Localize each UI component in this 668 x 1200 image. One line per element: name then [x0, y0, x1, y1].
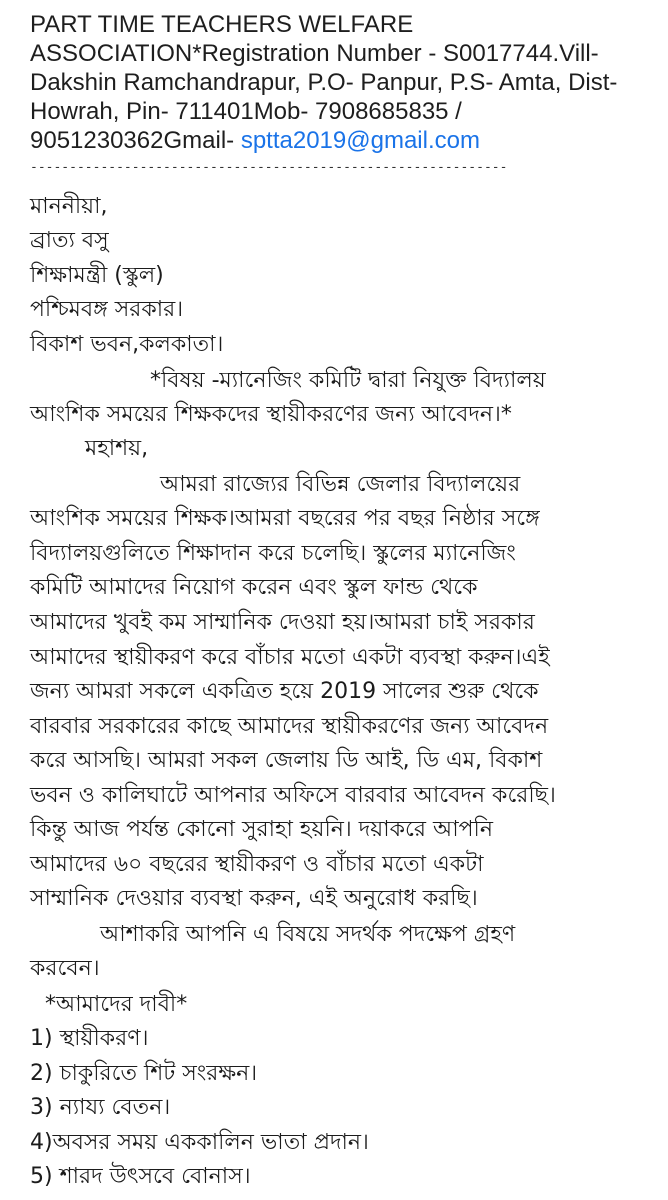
letterhead-line: ASSOCIATION*Registration Number - S0017744.Vill- [30, 40, 599, 67]
body-line: ভবন ও কালিঘাটে আপনার অফিসে বারবার আবেদন করেছি। [30, 783, 556, 808]
phone-text: 9051230362Gmail- [30, 127, 241, 154]
body-line: আংশিক সময়ের শিক্ষক।আমরা বছরের পর বছর নিষ্ঠার সঙ্গে [30, 506, 540, 531]
recipient-title: শিক্ষামন্ত্রী (স্কুল) [30, 263, 164, 288]
body-line: কমিটি আমাদের নিয়োগ করেন এবং স্কুল ফান্ড থেকে [30, 575, 478, 600]
email-link[interactable]: sptta2019@gmail.com [240, 127, 480, 154]
demand-item: 4)অবসর সময় এককালিন ভাতা প্রদান। [30, 1130, 369, 1155]
demand-item: 2) চাকুরিতে শিট সংরক্ষন। [30, 1061, 258, 1086]
body-line: করে আসছি। আমরা সকল জেলায় ডি আই, ডি এম, বিকাশ [30, 748, 543, 773]
greeting: মহাশয়, [85, 436, 149, 461]
body-line: আমাদের ৬০ বছরের স্থায়ীকরণ ও বাঁচার মতো একটা [30, 852, 484, 877]
body-line: বারবার সরকারের কাছে আমাদের স্থায়ীকরণের জন্য আবেদন [30, 714, 549, 739]
body-line: বিদ্যালয়গুলিতে শিক্ষাদান করে চলেছি। স্কুলের ম্যানেজিং [30, 541, 516, 566]
letterhead-line: PART TIME TEACHERS WELFARE [30, 11, 414, 38]
body-line: জন্য আমরা সকলে একত্রিত হয়ে 2019 সালের শুরু থেকে [30, 679, 539, 704]
demand-item: 1) স্থায়ীকরণ। [30, 1026, 149, 1051]
demand-item: 5) শারদ উৎসবে বোনাস। [30, 1164, 251, 1189]
subject-line: *বিষয় -ম্যানেজিং কমিটি দ্বারা নিযুক্ত বিদ্যালয় [150, 368, 546, 393]
recipient-address: বিকাশ ভবন,কলকাতা। [30, 332, 224, 357]
demand-item: 3) ন্যায্য বেতন। [30, 1095, 171, 1120]
letterhead-line [30, 126, 650, 155]
demands-title: *আমাদের দাবী* [45, 992, 188, 1017]
closing-line: আশাকরি আপনি এ বিষয়ে সদর্থক পদক্ষেপ গ্রহণ [100, 922, 516, 947]
letterhead-line: Howrah, Pin- 711401Mob- 7908685835 / [30, 98, 462, 125]
recipient-name: ব্রাত্য বসু [30, 228, 109, 253]
letterhead [30, 10, 650, 155]
letterhead-line: Dakshin Ramchandrapur, P.O- Panpur, P.S- Amta, Dist- [30, 69, 618, 96]
subject-line: আংশিক সময়ের শিক্ষকদের স্থায়ীকরণের জন্য আবেদন।* [30, 402, 512, 427]
body-line: আমাদের স্থায়ীকরণ করে বাঁচার মতো একটা ব্যবস্থা করুন।এই [30, 645, 550, 670]
body-line: কিন্তু আজ পর্যন্ত কোনো সুরাহা হয়নি। দয়াকরে আপনি [30, 817, 493, 842]
salutation-line: মাননীয়া, [30, 194, 108, 219]
divider: ------------------------------------------------------------- [30, 160, 508, 175]
recipient-government: পশ্চিমবঙ্গ সরকার। [30, 297, 184, 322]
body-line: আমাদের খুবই কম সাম্মানিক দেওয়া হয়।আমরা চাই সরকার [30, 610, 535, 635]
body-line: আমরা রাজ্যের বিভিন্ন জেলার বিদ্যালয়ের [160, 472, 521, 497]
closing-line: করবেন। [30, 956, 100, 981]
body-line: সাম্মানিক দেওয়ার ব্যবস্থা করুন, এই অনুরোধ করছি। [30, 886, 478, 911]
